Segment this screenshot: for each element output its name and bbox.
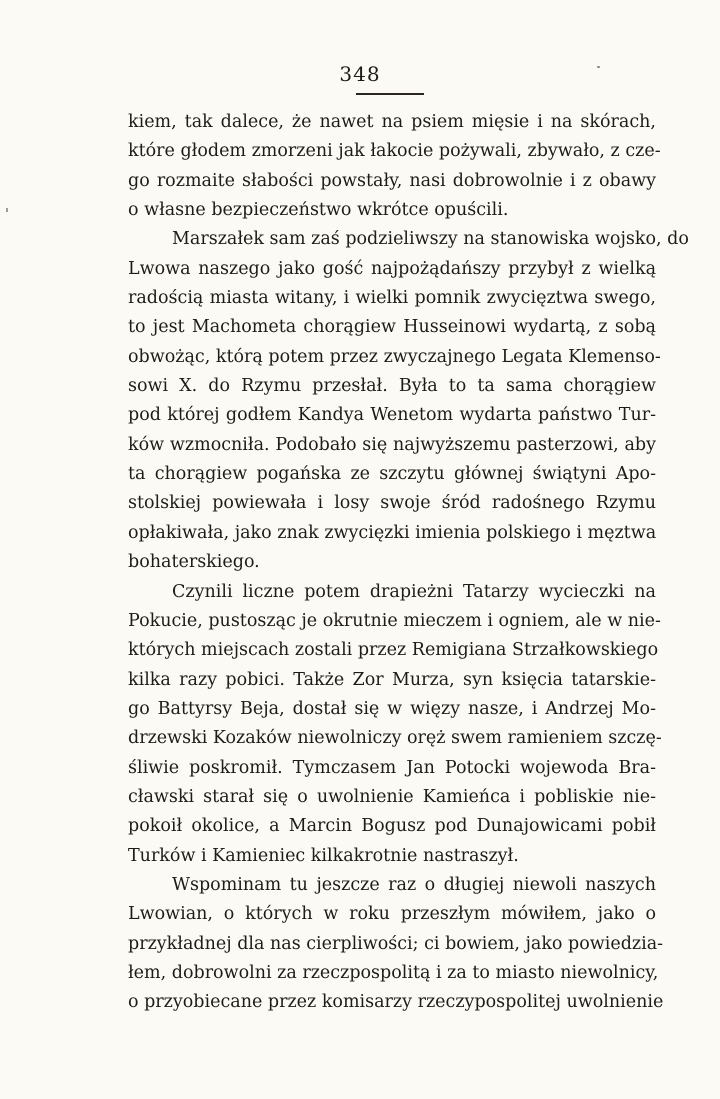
text-line: opłakiwała, jako znak zwycięzki imienia polskiego i męztwa	[128, 522, 657, 543]
text-line: sowi X. do Rzymu przesłał. Była to ta sama chorągiew	[128, 376, 656, 397]
margin-mark	[6, 208, 8, 212]
text-line: łem, dobrowolni za rzeczpospolitą i za to miasto niewolnicy,	[128, 962, 659, 983]
text-line: Czynili liczne potem drapieżni Tatarzy wycieczki na	[172, 581, 656, 602]
text-line: Turków i Kamieniec kilkakrotnie nastraszył.	[128, 845, 519, 866]
text-line: o przyobiecane przez komisarzy rzeczypospolitej uwolnienie	[128, 992, 664, 1013]
text-line: o własne bezpieczeństwo wkrótce opuścili.	[128, 200, 509, 221]
text-line: to jest Machometa chorągiew Husseinowi wydartą, z sobą	[128, 317, 656, 338]
text-line: pod której godłem Kandya Wenetom wydarta państwo Tur-	[128, 405, 656, 426]
text-line: kiem, tak dalece, że nawet na psiem mięsie i na skórach,	[128, 112, 656, 132]
text-line: go Battyrsy Beja, dostał się w więzy nasze, i Andrzej Mo-	[128, 698, 656, 719]
header-rule	[356, 93, 424, 95]
text-line: Pokucie, pustosząc je okrutnie mieczem i ogniem, ale w nie-	[128, 610, 661, 631]
text-line: których miejscach zostali przez Remigiana Strzałkowskiego	[128, 640, 659, 661]
text-line: Lwowian, o których w roku przeszłym mówiłem, jako o	[128, 904, 656, 925]
text-line: ków wzmocniła. Podobało się najwyższemu pasterzowi, aby	[128, 434, 656, 455]
page-number: 348	[339, 62, 381, 86]
text-line: Lwowa naszego jako gość najpożądańszy przybył z wielką	[128, 258, 656, 279]
text-line: bohaterskiego.	[128, 552, 260, 573]
text-line: drzewski Kozaków niewolniczy oręż swem ramieniem szczę-	[128, 728, 662, 749]
text-line: pokoił okolice, a Marcin Bogusz pod Dunajowicami pobił	[128, 816, 656, 837]
text-line: przykładnej dla nas cierpliwości; ci bowiem, jako powiedzia-	[128, 933, 664, 954]
text-line: śliwie poskromił. Tymczasem Jan Potocki wojewoda Bra-	[128, 757, 656, 778]
text-line: radością miasta witany, i wielki pomnik zwycięztwa swego,	[128, 288, 656, 309]
text-line: kilka razy pobici. Także Zor Murza, syn księcia tatarskie-	[128, 669, 656, 690]
body-text	[128, 108, 689, 1018]
text-line: stolskiej powiewała i losy swoje śród radośnego Rzymu	[128, 493, 656, 514]
text-line: Wspominam tu jeszcze raz o długiej niewoli naszych	[172, 874, 656, 895]
text-line: cławski starał się o uwolnienie Kamieńca i pobliskie nie-	[128, 786, 656, 807]
text-line: ta chorągiew pogańska ze szczytu głównej świątyni Apo-	[128, 464, 656, 485]
text-line: Marszałek sam zaś podzieliwszy na stanowiska wojsko, do	[172, 229, 689, 250]
ink-speck	[597, 66, 600, 68]
text-line: go rozmaite słabości powstały, nasi dobrowolnie i z obawy	[128, 170, 656, 191]
text-line: które głodem zmorzeni jak łakocie pożywali, zbywało, z cze-	[128, 141, 661, 162]
page-header	[0, 62, 720, 86]
text-line: obwożąc, którą potem przez zwyczajnego Legata Klemenso-	[128, 346, 661, 367]
